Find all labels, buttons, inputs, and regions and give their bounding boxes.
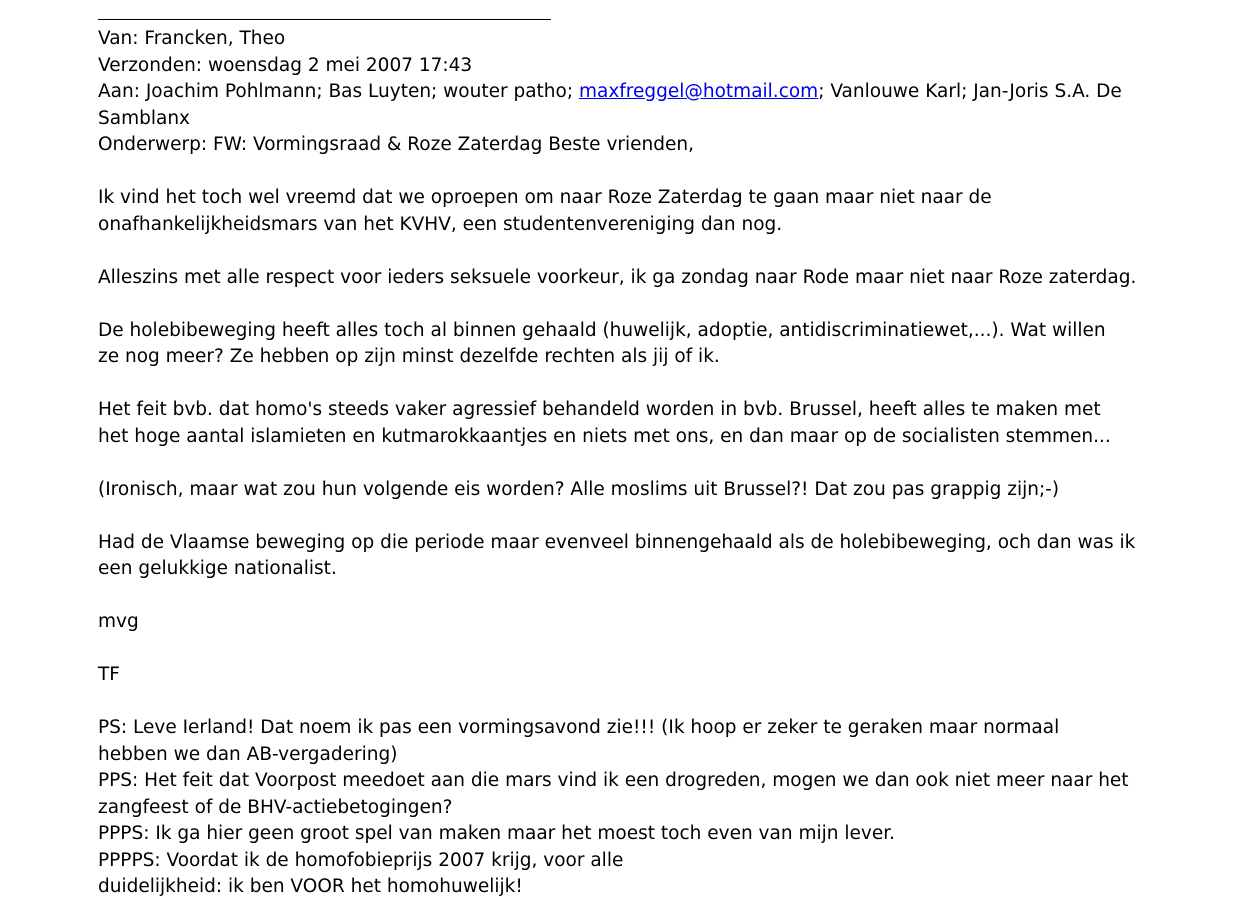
subject-value: FW: Vormingsraad & Roze Zaterdag Beste vrienden, bbox=[213, 134, 694, 155]
to-line bbox=[98, 79, 1178, 132]
ppps-line-1: PPPS: Ik ga hier geen groot spel van maken maar het moest toch even van mijn lever. bbox=[98, 823, 895, 844]
sent-line bbox=[98, 53, 1178, 80]
pppps-line-2: duidelijkheid: ik ben VOOR het homohuwelijk! bbox=[98, 876, 523, 897]
subject-line bbox=[98, 132, 1178, 159]
to-label: Aan: bbox=[98, 81, 140, 102]
sent-label: Verzonden: bbox=[98, 54, 203, 76]
postscript-block bbox=[98, 715, 1178, 901]
paragraph-2-line-1: Alleszins met alle respect voor ieders seksuele voorkeur, ik ga zondag naar Rode maar niet naar Roze zaterdag. bbox=[98, 266, 1137, 288]
paragraph-4 bbox=[98, 397, 1178, 450]
paragraph-5-line-1: (Ironisch, maar wat zou hun volgende eis worden? Alle moslims uit Brussel?! Dat zou pas grappig zijn;-) bbox=[98, 478, 1060, 500]
paragraph-1-line-1: Ik vind het toch wel vreemd dat we oproepen om naar Roze Zaterdag te gaan maar niet naar de bbox=[98, 187, 992, 208]
ps-line-1: PS: Leve Ierland! Dat noem ik pas een vormingsavond zie!!! (Ik hoop er zeker te geraken maar normaal bbox=[98, 717, 1060, 738]
ps-line-2: hebben we dan AB-vergadering) bbox=[98, 743, 398, 765]
paragraph-4-line-2: het hoge aantal islamieten en kutmarokkaantjes en niets met ons, en dan maar op de socialisten stemmen... bbox=[98, 425, 1111, 447]
to-recipients-rest: ; Vanlouwe Karl; Jan-Joris S.A. De Samblanx bbox=[98, 81, 1122, 129]
paragraph-2 bbox=[98, 265, 1178, 292]
to-email-link[interactable]: maxfreggel@hotmail.com bbox=[578, 81, 819, 102]
pps-line-1: PPS: Het feit dat Voorpost meedoet aan die mars vind ik een drogreden, mogen we dan ook niet meer naar het bbox=[98, 770, 1129, 791]
paragraph-3-line-2: ze nog meer? Ze hebben op zijn minst dezelfde rechten als jij of ik. bbox=[98, 346, 720, 367]
from-line bbox=[98, 26, 1178, 53]
signature: TF bbox=[98, 664, 120, 685]
pps-line-2: zangfeest of de BHV-actiebetogingen? bbox=[98, 796, 453, 818]
subject-label: Onderwerp: bbox=[98, 134, 208, 155]
paragraph-5 bbox=[98, 477, 1178, 504]
from-value: Francken, Theo bbox=[144, 28, 286, 49]
header-divider bbox=[98, 19, 551, 20]
paragraph-6-line-1: Had de Vlaamse beweging op die periode maar evenveel binnengehaald als de holebibeweging, och dan was ik bbox=[98, 531, 1136, 553]
paragraph-3-line-1: De holebibeweging heeft alles toch al binnen gehaald (huwelijk, adoptie, antidiscriminatiewet,...). Wat willen bbox=[98, 319, 1106, 341]
paragraph-1 bbox=[98, 185, 1178, 238]
email-body bbox=[98, 185, 1178, 901]
closing: mvg bbox=[98, 611, 139, 632]
pppps-line-1: PPPPS: Voordat ik de homofobieprijs 2007 krijg, voor alle bbox=[98, 849, 624, 871]
to-recipients: Joachim Pohlmann; Bas Luyten; wouter patho; bbox=[145, 81, 574, 102]
email-header bbox=[98, 26, 1178, 159]
paragraph-1-line-2: onafhankelijkheidsmars van het KVHV, een studentenvereniging dan nog. bbox=[98, 213, 783, 235]
paragraph-6-line-2: een gelukkige nationalist. bbox=[98, 558, 337, 579]
from-label: Van: bbox=[98, 28, 139, 49]
sent-value: woensdag 2 mei 2007 17:43 bbox=[207, 54, 473, 76]
paragraph-6 bbox=[98, 530, 1178, 583]
paragraph-3 bbox=[98, 318, 1178, 371]
paragraph-4-line-1: Het feit bvb. dat homo's steeds vaker agressief behandeld worden in bvb. Brussel, heeft alles te maken met bbox=[98, 399, 1101, 420]
